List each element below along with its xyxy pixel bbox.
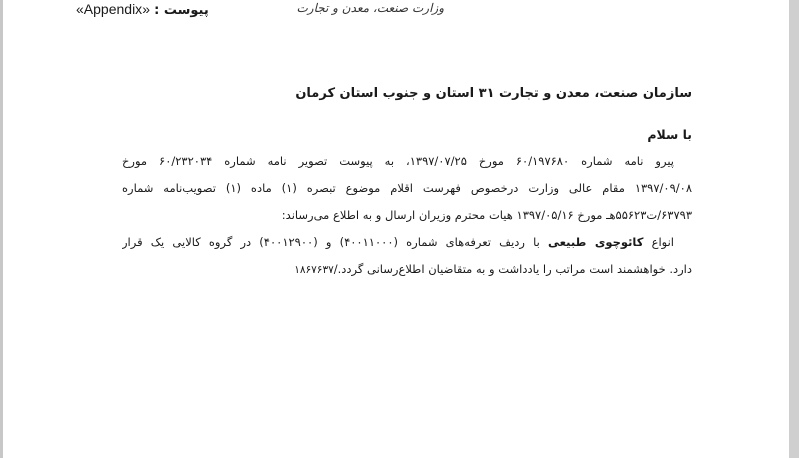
highlighted-term: کائوچوی طبیعی — [548, 235, 644, 249]
appendix-label: پیوست : — [154, 3, 209, 18]
ministry-logo: وزارت صنعت، معدن و تجارت — [296, 1, 444, 15]
body-line: پیرو نامه شماره ۶۰/۱۹۷۶۸۰ مورخ ۱۳۹۷/۰۷/۲۵، به پیوست تصویر نامه شماره ۶۰/۲۳۲۰۳۴ مورخ — [122, 154, 674, 168]
body-line: ۱۳۹۷/۰۹/۰۸ مقام عالی وزارت درخصوص فهرست اقلام موضوع تبصره (۱) ماده (۱) تصویب‌نامه شماره — [122, 181, 692, 195]
letter-body — [122, 148, 692, 283]
body-line — [122, 256, 692, 283]
reference-number: ۱۸۶۷۶۳۷ — [294, 264, 334, 276]
body-text-prefix: انواع — [643, 235, 674, 249]
body-line — [122, 229, 692, 256]
letter-addressee: سازمان صنعت، معدن و تجارت ۳۱ استان و جنوب استان کرمان — [295, 86, 692, 101]
page-left-border — [0, 0, 3, 458]
body-text-closing: دارد. خواهشمند است مراتب را یادداشت و به متقاضیان اطلاع‌رسانی گردد./ — [333, 262, 692, 276]
body-line: ۶۳۷۹۳/ت۵۵۶۲۳هـ مورخ ۱۳۹۷/۰۵/۱۶ هیات محترم وزیران ارسال و به اطلاع می‌رساند: — [281, 208, 692, 222]
appendix-header — [76, 0, 209, 18]
viewer-scrollbar[interactable] — [789, 0, 799, 458]
letter-greeting: با سلام — [647, 127, 692, 142]
appendix-value: «Appendix» — [76, 1, 150, 17]
body-text-rest: با ردیف تعرفه‌های شماره (۴۰۰۱۱۰۰۰) و (۴۰۰۱۲۹۰۰) در گروه کالایی یک قرار — [122, 235, 548, 249]
